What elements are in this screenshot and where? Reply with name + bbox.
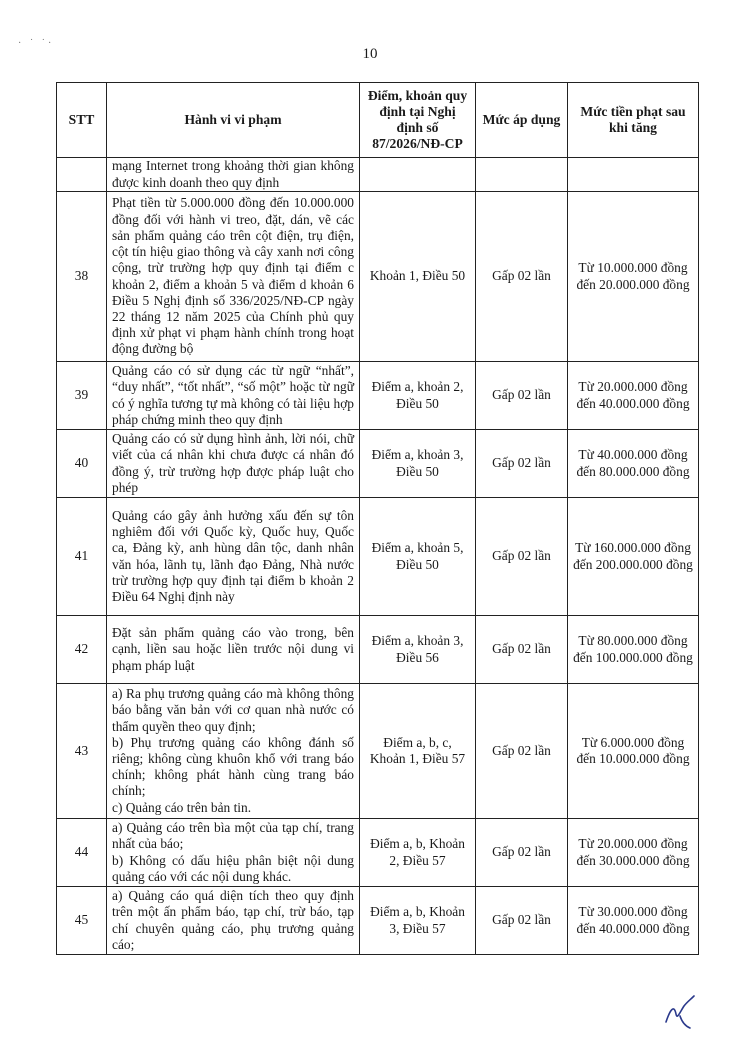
row-clause: Điểm a, khoản 3, Điều 56	[360, 616, 476, 684]
table-row	[57, 498, 699, 616]
table-body	[57, 158, 699, 955]
row-level: Gấp 02 lần	[476, 887, 568, 955]
row-violation	[107, 362, 360, 430]
row-level: Gấp 02 lần	[476, 498, 568, 616]
row-violation	[107, 498, 360, 616]
penalty-table	[56, 82, 699, 955]
violation-line: Quảng cáo gây ảnh hưởng xấu đến sự tôn nghiêm đối với Quốc kỳ, Quốc huy, Quốc ca, Đảng kỳ, anh hùng dân tộc, danh nhân văn hóa, lãnh tụ, lãnh đạo Đảng, Nhà nước trừ trường hợp quy định tại điểm b khoản 2 Điều 64 Nghị định này	[112, 507, 354, 604]
row-stt	[57, 158, 107, 192]
table-row	[57, 430, 699, 498]
row-level: Gấp 02 lần	[476, 362, 568, 430]
violation-line: a) Quảng cáo quá diện tích theo quy định trên một ấn phẩm báo, tạp chí, trừ báo, tạp chí chuyên quảng cáo, phụ trương quảng cáo;	[112, 888, 354, 952]
row-clause: Điểm a, b, c, Khoản 1, Điều 57	[360, 684, 476, 819]
row-clause: Điểm a, khoản 5, Điều 50	[360, 498, 476, 616]
row-violation	[107, 158, 360, 192]
row-fine: Từ 80.000.000 đồng đến 100.000.000 đồng	[568, 616, 699, 684]
violation-line: Quảng cáo có sử dụng hình ảnh, lời nói, chữ viết của cá nhân khi chưa được cá nhân đó đồng ý, trừ trường hợp được pháp luật cho phép	[112, 431, 354, 495]
row-level: Gấp 02 lần	[476, 430, 568, 498]
row-stt: 38	[57, 192, 107, 362]
header-level: Mức áp dụng	[476, 83, 568, 158]
violation-line: a) Quảng cáo trên bìa một của tạp chí, trang nhất của báo;	[112, 820, 354, 852]
table-row	[57, 684, 699, 819]
row-violation	[107, 684, 360, 819]
row-clause: Khoản 1, Điều 50	[360, 192, 476, 362]
table-row	[57, 887, 699, 955]
violation-line: a) Ra phụ trương quảng cáo mà không thông báo bằng văn bản với cơ quan nhà nước có thẩm quyền theo quy định;	[112, 686, 354, 734]
row-stt: 40	[57, 430, 107, 498]
table-row	[57, 616, 699, 684]
header-violation: Hành vi vi phạm	[107, 83, 360, 158]
row-fine: Từ 20.000.000 đồng đến 30.000.000 đồng	[568, 819, 699, 887]
header-clause: Điểm, khoản quy định tại Nghị định số 87/2026/NĐ-CP	[360, 83, 476, 158]
row-fine: Từ 40.000.000 đồng đến 80.000.000 đồng	[568, 430, 699, 498]
row-level: Gấp 02 lần	[476, 819, 568, 887]
row-stt: 42	[57, 616, 107, 684]
violation-line: Phạt tiền từ 5.000.000 đồng đến 10.000.000 đồng đối với hành vi treo, đặt, dán, vẽ các sản phẩm quảng cáo trên cột điện, trụ điện, cột tín hiệu giao thông và cây xanh nơi công cộng, trừ trường hợp quy định tại điểm c khoản 2, điểm a khoản 5 và điểm d khoản 6 Điều 5 Nghị định số 336/2025/NĐ-CP ngày 22 tháng 12 năm 2025 của Chính phủ quy định xử phạt vi phạm hành chính trong hoạt động đường bộ	[112, 195, 354, 357]
row-level	[476, 158, 568, 192]
row-stt: 45	[57, 887, 107, 955]
violation-line: b) Không có dấu hiệu phân biệt nội dung quảng cáo với các nội dung khác.	[112, 852, 354, 884]
signature-mark	[660, 992, 700, 1032]
row-fine: Từ 30.000.000 đồng đến 40.000.000 đồng	[568, 887, 699, 955]
row-violation	[107, 192, 360, 362]
row-violation	[107, 616, 360, 684]
row-clause: Điểm a, khoản 3, Điều 50	[360, 430, 476, 498]
row-fine: Từ 20.000.000 đồng đến 40.000.000 đồng	[568, 362, 699, 430]
header-stt: STT	[57, 83, 107, 158]
row-stt: 43	[57, 684, 107, 819]
scan-corner-marks: · ˙ ˙·	[18, 38, 55, 49]
row-violation	[107, 887, 360, 955]
row-violation	[107, 819, 360, 887]
row-stt: 39	[57, 362, 107, 430]
row-level: Gấp 02 lần	[476, 192, 568, 362]
table-row	[57, 819, 699, 887]
row-stt: 44	[57, 819, 107, 887]
row-level: Gấp 02 lần	[476, 616, 568, 684]
table-row	[57, 158, 699, 192]
violation-line: b) Phụ trương quảng cáo không đánh số riêng; không cùng khuôn khổ với trang báo chính; không phát hành cùng trang báo chính;	[112, 734, 354, 799]
row-level: Gấp 02 lần	[476, 684, 568, 819]
row-fine: Từ 10.000.000 đồng đến 20.000.000 đồng	[568, 192, 699, 362]
table-row	[57, 192, 699, 362]
row-fine: Từ 6.000.000 đồng đến 10.000.000 đồng	[568, 684, 699, 819]
page-number: 10	[362, 46, 378, 62]
row-violation	[107, 430, 360, 498]
row-stt: 41	[57, 498, 107, 616]
table-row	[57, 362, 699, 430]
row-clause: Điểm a, khoản 2, Điều 50	[360, 362, 476, 430]
row-fine: Từ 160.000.000 đồng đến 200.000.000 đồng	[568, 498, 699, 616]
row-clause: Điểm a, b, Khoản 3, Điều 57	[360, 887, 476, 955]
violation-line: Quảng cáo có sử dụng các từ ngữ “nhất”, “duy nhất”, “tốt nhất”, “số một” hoặc từ ngữ có ý nghĩa tương tự mà không có tài liệu hợp pháp chứng minh theo quy định	[112, 363, 354, 427]
row-clause	[360, 158, 476, 192]
violation-line: c) Quảng cáo trên bản tin.	[112, 799, 252, 815]
row-clause: Điểm a, b, Khoản 2, Điều 57	[360, 819, 476, 887]
violation-line: mạng Internet trong khoảng thời gian không được kinh doanh theo quy định	[112, 158, 354, 190]
header-fine: Mức tiền phạt sau khi tăng	[568, 83, 699, 158]
row-fine	[568, 158, 699, 192]
violation-line: Đặt sản phẩm quảng cáo vào trong, bên cạnh, liền sau hoặc liền trước nội dung vi phạm pháp luật	[112, 625, 354, 673]
table-header-row	[57, 83, 699, 158]
